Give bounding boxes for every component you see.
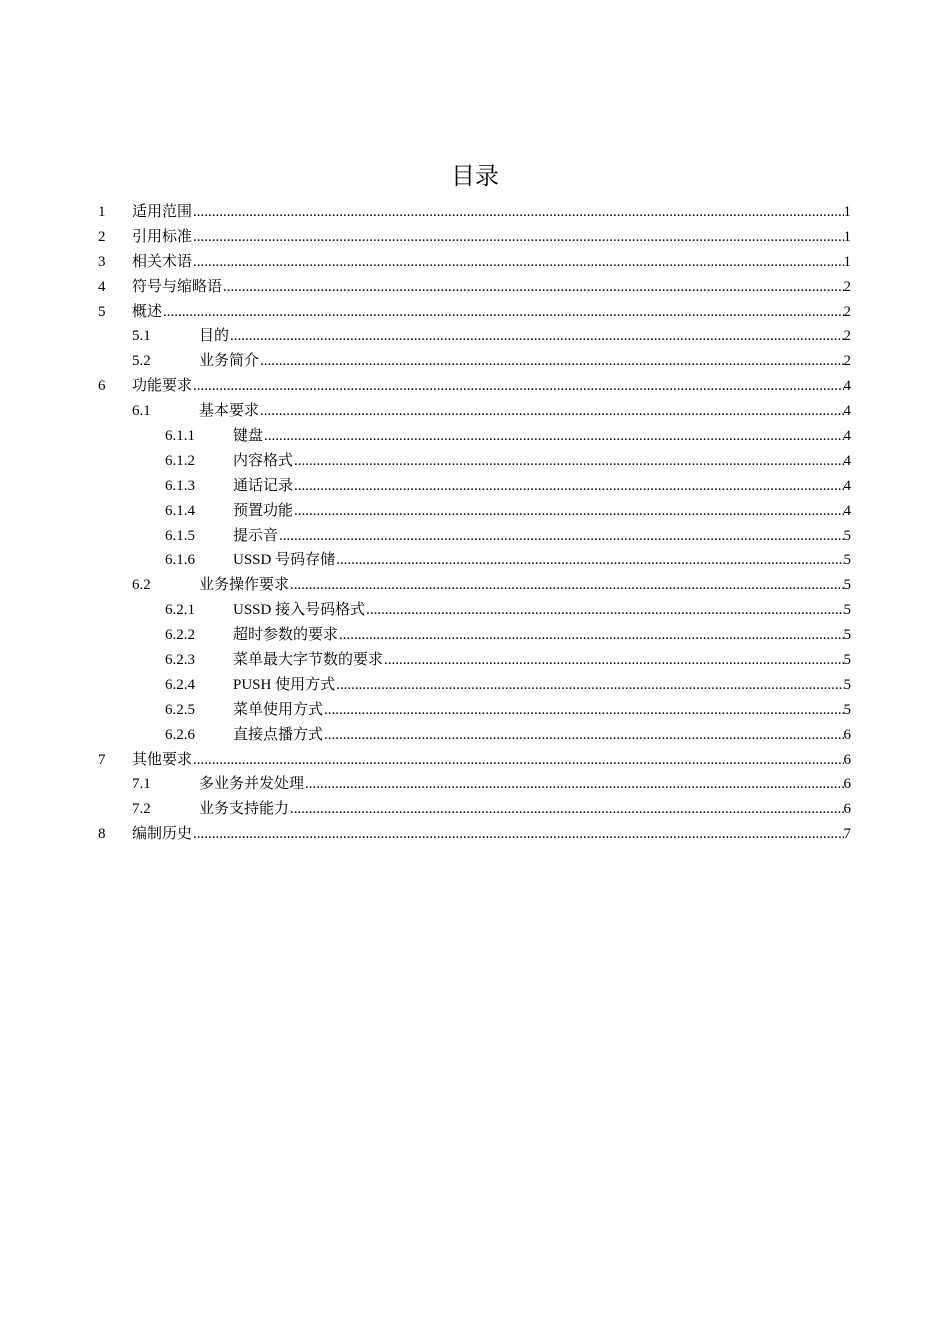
toc-entry[interactable]: [98, 797, 851, 822]
dot-leader: [383, 648, 843, 673]
toc-entry-page: 5: [843, 602, 851, 619]
toc-entry[interactable]: [98, 573, 851, 598]
toc-entry-page: 6: [843, 801, 851, 818]
toc-entry-title: 业务支持能力: [199, 797, 289, 822]
toc-entry[interactable]: [98, 748, 851, 773]
toc-entry-title: PUSH 使用方式: [233, 673, 335, 698]
dot-leader: [192, 250, 843, 275]
toc-entry-title: 菜单最大字节数的要求: [233, 648, 383, 673]
toc-entry-line: [132, 822, 851, 847]
toc-entry-number: 6.1.2: [165, 452, 195, 469]
toc-entry-line: [199, 399, 851, 424]
toc-entry-number: 3: [98, 253, 106, 270]
toc-entry-number: 6.2.1: [165, 602, 195, 619]
toc-entry-page: 5: [843, 577, 851, 594]
toc-entry-page: 5: [843, 652, 851, 669]
dot-leader: [293, 449, 843, 474]
toc-entry-title: 其他要求: [132, 748, 192, 773]
toc-entry-line: [233, 723, 851, 748]
toc-entry-page: 1: [843, 228, 851, 245]
toc-entry-page: 4: [843, 428, 851, 445]
dot-leader: [259, 399, 843, 424]
toc-entry-title: 预置功能: [233, 499, 293, 524]
toc-entry-line: [233, 449, 851, 474]
toc-entry-line: [132, 200, 851, 225]
toc-entry-title: 键盘: [233, 424, 263, 449]
toc-entry-page: 4: [843, 378, 851, 395]
toc-entry-number: 6: [98, 378, 106, 395]
dot-leader: [162, 300, 843, 325]
dot-leader: [278, 524, 843, 549]
toc-entry-number: 6.1.4: [165, 502, 195, 519]
toc-entry-number: 6.2.4: [165, 676, 195, 693]
dot-leader: [259, 349, 843, 374]
toc-entry-line: [233, 698, 851, 723]
dot-leader: [293, 474, 843, 499]
toc-entry-number: 8: [98, 826, 106, 843]
dot-leader: [229, 324, 843, 349]
toc-list: [98, 200, 851, 847]
toc-entry-number: 4: [98, 278, 106, 295]
toc-entry-number: 6.1: [132, 403, 151, 420]
dot-leader: [192, 200, 843, 225]
dot-leader: [192, 748, 843, 773]
toc-entry[interactable]: [98, 275, 851, 300]
dot-leader: [365, 598, 843, 623]
toc-entry[interactable]: [98, 499, 851, 524]
toc-entry[interactable]: [98, 250, 851, 275]
toc-entry[interactable]: [98, 673, 851, 698]
toc-entry-number: 6.2.3: [165, 652, 195, 669]
dot-leader: [192, 822, 843, 847]
dot-leader: [323, 723, 843, 748]
dot-leader: [263, 424, 843, 449]
toc-entry-number: 2: [98, 228, 106, 245]
toc-entry[interactable]: [98, 822, 851, 847]
toc-entry-number: 1: [98, 204, 106, 220]
toc-entry[interactable]: [98, 698, 851, 723]
toc-entry-line: [233, 499, 851, 524]
toc-entry-page: 5: [843, 676, 851, 693]
toc-entry[interactable]: [98, 200, 851, 225]
toc-entry-line: [132, 300, 851, 325]
toc-entry-page: 7: [843, 826, 851, 843]
toc-entry[interactable]: [98, 225, 851, 250]
dot-leader: [293, 499, 843, 524]
toc-entry-line: [199, 349, 851, 374]
toc-entry-page: 2: [843, 353, 851, 370]
toc-entry-title: 提示音: [233, 524, 278, 549]
toc-entry-page: 4: [843, 452, 851, 469]
toc-entry-line: [233, 548, 851, 573]
dot-leader: [338, 623, 843, 648]
toc-entry-number: 7.2: [132, 801, 151, 818]
toc-entry-page: 2: [843, 278, 851, 295]
toc-entry[interactable]: [98, 623, 851, 648]
toc-entry-line: [233, 524, 851, 549]
toc-entry-title: 基本要求: [199, 399, 259, 424]
dot-leader: [222, 275, 843, 300]
toc-entry-page: 5: [843, 527, 851, 544]
toc-entry-line: [132, 250, 851, 275]
toc-entry-page: 1: [843, 253, 851, 270]
toc-entry-page: 2: [843, 303, 851, 320]
toc-entry-number: 7: [98, 751, 106, 768]
toc-entry-title: 超时参数的要求: [233, 623, 338, 648]
toc-entry-page: 4: [843, 502, 851, 519]
dot-leader: [335, 673, 843, 698]
toc-entry-page: 6: [843, 776, 851, 793]
toc-entry-line: [199, 324, 851, 349]
toc-entry-page: 6: [843, 726, 851, 743]
toc-entry[interactable]: [98, 598, 851, 623]
toc-entry-title: USSD 号码存储: [233, 548, 335, 573]
toc-entry-title: 概述: [132, 300, 162, 325]
toc-entry[interactable]: [98, 399, 851, 424]
toc-entry[interactable]: [98, 324, 851, 349]
toc-entry-number: 5.2: [132, 353, 151, 370]
toc-entry-title: 目的: [199, 324, 229, 349]
toc-entry-title: 内容格式: [233, 449, 293, 474]
toc-entry-title: 通话记录: [233, 474, 293, 499]
toc-entry-number: 6.1.3: [165, 477, 195, 494]
toc-entry-number: 6.2: [132, 577, 151, 594]
toc-entry-line: [132, 748, 851, 773]
toc-entry-title: 相关术语: [132, 250, 192, 275]
toc-entry-title: 多业务并发处理: [199, 772, 304, 797]
toc-entry-line: [199, 772, 851, 797]
toc-entry-number: 6.1.1: [165, 428, 195, 445]
toc-entry[interactable]: [98, 474, 851, 499]
toc-entry-number: 5.1: [132, 328, 151, 345]
dot-leader: [304, 772, 843, 797]
toc-entry-title: 功能要求: [132, 374, 192, 399]
toc-entry-number: 6.2.5: [165, 701, 195, 718]
toc-entry[interactable]: [98, 723, 851, 748]
toc-entry-page: 5: [843, 701, 851, 718]
toc-entry-number: 7.1: [132, 776, 151, 793]
toc-entry-title: 直接点播方式: [233, 723, 323, 748]
dot-leader: [335, 548, 843, 573]
toc-entry-line: [233, 598, 851, 623]
toc-entry-page: 5: [843, 627, 851, 644]
toc-entry-page: 2: [843, 328, 851, 345]
toc-entry-title: 业务操作要求: [199, 573, 289, 598]
toc-entry-number: 5: [98, 303, 106, 320]
dot-leader: [192, 374, 843, 399]
dot-leader: [289, 573, 843, 598]
toc-entry-line: [233, 673, 851, 698]
toc-entry[interactable]: [98, 300, 851, 325]
toc-entry-line: [233, 474, 851, 499]
toc-entry[interactable]: [98, 548, 851, 573]
toc-entry[interactable]: [98, 424, 851, 449]
toc-entry-number: 6.2.6: [165, 726, 195, 743]
toc-entry[interactable]: [98, 772, 851, 797]
toc-entry-number: 6.1.5: [165, 527, 195, 544]
toc-entry-line: [199, 797, 851, 822]
toc-entry-page: 6: [843, 751, 851, 768]
toc-entry-line: [233, 648, 851, 673]
toc-entry[interactable]: [98, 524, 851, 549]
toc-entry-title: 符号与缩略语: [132, 275, 222, 300]
toc-entry[interactable]: [98, 374, 851, 399]
toc-entry-number: 6.1.6: [165, 552, 195, 569]
toc-entry-line: [132, 374, 851, 399]
toc-entry-title: 适用范围: [132, 200, 192, 225]
toc-entry[interactable]: [98, 648, 851, 673]
toc-entry-line: [233, 424, 851, 449]
toc-entry-title: USSD 接入号码格式: [233, 598, 365, 623]
toc-entry-line: [132, 275, 851, 300]
toc-entry-line: [132, 225, 851, 250]
toc-entry-title: 编制历史: [132, 822, 192, 847]
toc-entry-number: 6.2.2: [165, 627, 195, 644]
toc-title: 目录: [451, 162, 499, 190]
dot-leader: [289, 797, 843, 822]
toc-entry[interactable]: [98, 449, 851, 474]
toc-entry-page: 4: [843, 477, 851, 494]
toc-entry[interactable]: [98, 349, 851, 374]
toc-entry-page: 4: [843, 403, 851, 420]
dot-leader: [323, 698, 843, 723]
toc-entry-page: 1: [843, 204, 851, 220]
toc-entry-line: [233, 623, 851, 648]
toc-entry-line: [199, 573, 851, 598]
toc-entry-page: 5: [843, 552, 851, 569]
dot-leader: [192, 225, 843, 250]
toc-entry-title: 业务简介: [199, 349, 259, 374]
toc-entry-title: 菜单使用方式: [233, 698, 323, 723]
toc-entry-title: 引用标准: [132, 225, 192, 250]
